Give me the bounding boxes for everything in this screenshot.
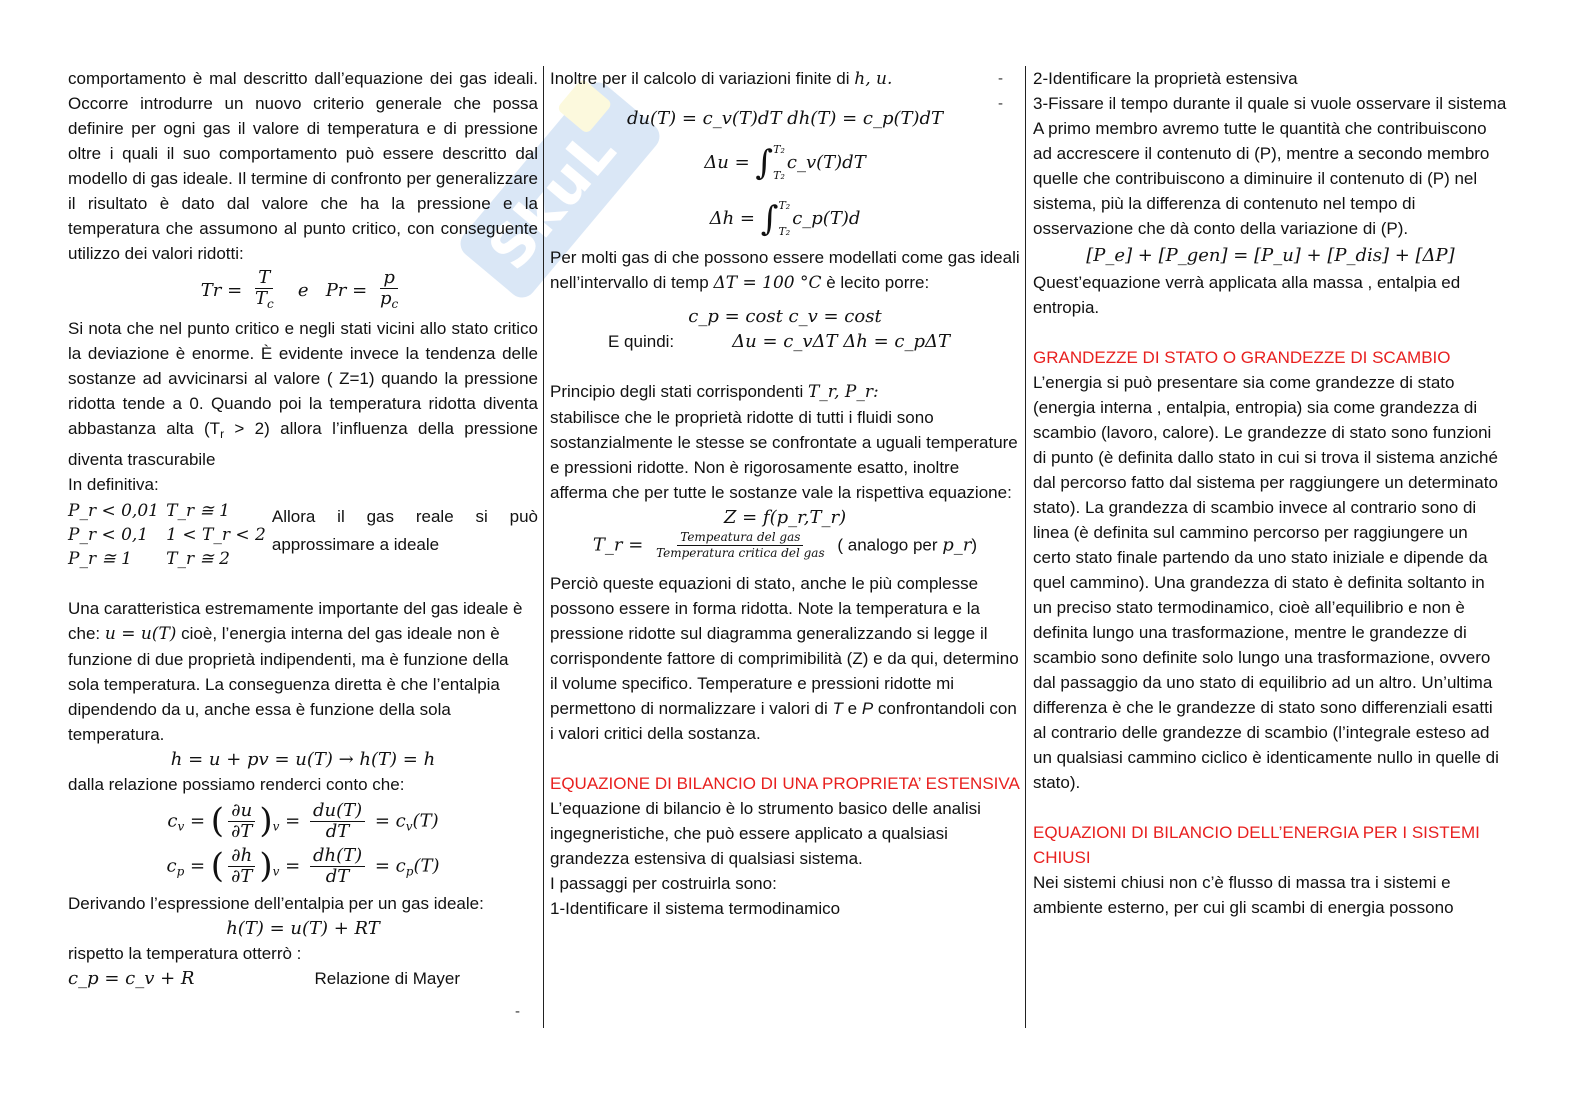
column-divider — [543, 66, 544, 1028]
equation-delta-h: Δh = ∫ T₂ T₂ c_p(T)d — [709, 199, 861, 239]
section-heading: EQUAZIONI DI BILANCIO DELL’ENERGIA PER I SISTEMI CHIUSI — [1033, 823, 1480, 867]
equation-reduced-values: Tr = $\frac{T}{T_c}$ e Pr = $\frac{p}{p_c}$ — [200, 267, 399, 311]
equation-constants: c_p = cost c_v = cost — [688, 306, 882, 327]
paragraph: I passaggi per costruirla sono: — [550, 874, 777, 893]
column-left — [68, 66, 538, 1036]
column-divider — [1025, 66, 1026, 1028]
paragraph: In definitiva: — [68, 475, 159, 494]
equation-delta-u: Δu = ∫ T₂ T₂ c_v(T)dT — [704, 143, 866, 183]
equation-mayer: c_p = c_v + R — [68, 968, 195, 989]
condition-tr: T_r ≅ 1 — [166, 501, 230, 521]
condition-pr: P_r < 0,01 — [68, 501, 159, 521]
conditions-note: Allora il gas reale si può approssimare a ideale — [271, 507, 538, 554]
paragraph: Principio degli stati corrispondenti T_r, P_r: — [550, 382, 879, 402]
paragraph: Quest’equazione verrà applicata alla massa , entalpia ed entropia. — [1033, 273, 1461, 317]
condition-tr: 1 < T_r < 2 — [166, 525, 266, 545]
equation-tr: T_r = $\frac{\text{Tempeatura del gas}}{\text{Temperatura critica del gas}}$ ( analogo per p_r) — [592, 530, 978, 560]
equation-balance: [P_e] + [P_gen] = [P_u] + [P_dis] + [ΔP] — [1086, 245, 1455, 266]
equation-differentials: du(T) = c_v(T)dT dh(T) = c_p(T)dT — [626, 108, 944, 129]
condition-pr: P_r ≅ 1 — [68, 549, 132, 569]
conditions-table — [68, 499, 538, 571]
column-right — [1033, 66, 1508, 1036]
column-middle — [550, 66, 1020, 1036]
section-heading: GRANDEZZE DI STATO O GRANDEZZE DI SCAMBIO — [1033, 348, 1451, 367]
paragraph: Si nota che nel punto critico e negli stati vicini allo stato critico la deviazione è enorme. È evidente invece la tendenza delle sostanze ad avvicinarsi al valore ( Z=1) quando la pressione ridotta tende a 0. Quando poi la temperatura ridotta diventa abbastanza alta $(T_r > 2)$ allora l’influenza della pressione diventa trascurabile — [68, 319, 539, 469]
paragraph: 3-Fissare il tempo durante il quale si vuole osservare il sistema — [1033, 94, 1507, 113]
paragraph: Nei sistemi chiusi non c’è flusso di massa tra i sistemi e ambiente esterno, per cui gli scambi di energia possono — [1033, 873, 1454, 917]
paragraph: L’equazione di bilancio è lo strumento basico delle analisi ingegneristiche, che può essere applicato a qualsiasi grandezza estensiva di qualsiasi sistema. — [550, 799, 981, 868]
paragraph: comportamento è mal descritto dall’equazione dei gas ideali. Occorre introdurre un nuovo criterio generale che possa definire per ogni gas il valore di temperatura e di pressione oltre i quali il suo comportamento può essere descritto dal modello di gas ideale. Il termine di confronto per generalizzare il risultato è dato dal valore che ha la pressione e la temperatura che assumono al punto critico, con conseguente utilizzo dei valori ridotti: — [68, 69, 538, 263]
paragraph: Derivando l’espressione dell’entalpia per un gas ideale: — [68, 894, 484, 913]
equation-quindi: Δu = c_vΔT Δh = c_pΔT — [732, 331, 950, 352]
equation-z: Z = f(p_r,T_r) — [723, 507, 847, 528]
separator-dash: - — [998, 70, 1003, 87]
paragraph: Una caratteristica estremamente importante del gas ideale è che: u = u(T) cioè, l’energia interna del gas ideale non è funzione di due proprietà indipendenti, ma è funzione della sola temperatura. La conseguenza diretta è che l’entalpia dipendendo da u, anche essa è funzione della sola temperatura. — [68, 599, 523, 744]
section-heading: EQUAZIONE DI BILANCIO DI UNA PROPRIETA’ ESTENSIVA — [550, 774, 1020, 793]
paragraph: Inoltre per il calcolo di variazioni finite di h, u. — [550, 69, 893, 89]
paragraph: Per molti gas di che possono essere modellati come gas ideali nell’intervallo di temp ΔT = 100 °C è lecito porre: — [550, 248, 1020, 293]
mayer-row — [68, 966, 538, 991]
paragraph: L’energia si può presentare sia come grandezze di stato (energia interna , entalpia, entropia) sia come grandezza di scambio (lavoro, calore). Le grandezze di stato sono funzioni di punto (è definita dallo stato in cui si trova il sistema anziché dal percorso fatto dal sistema per raggiungere un determinato stato). La grandezza di scambio invece al contrario sono di linea (è definita sul cammino percorso per raggiungere un certo stato finale partendo da uno stato iniziale e dipende da quel cammino). Una grandezza di stato è definita soltanto in un preciso stato termodinamico, cioè all’equilibrio e non è definita lungo una trasformazione, mentre le grandezze di scambio sono definite solo lungo una trasformazione, ovvero dal passaggio da uno stato di equilibrio ad un altro. Un’ultima differenza è che le grandezze di stato sono differenziali esatti al contrario delle grandezze di scambio (l’integrale esteso ad un qualsiasi cammino ciclico è identicamente nullo in quelle di stato). — [1033, 373, 1499, 792]
equation-enthalpy: h = u + pv = u(T) → h(T) = h — [170, 749, 436, 770]
separator-dash: - — [998, 95, 1003, 112]
equation-cv: $c_v$ = ( $\frac{\partial u}{\partial T}$ )$_v$ = $\frac{du(T)}{dT}$ = $c_v(T)$ — [167, 800, 439, 842]
paragraph: A primo membro avremo tutte le quantità che contribuiscono ad accrescere il contenuto di (P), mentre a secondo membro quelle che contribuiscono a diminuire il contenuto di (P) nel sistema, più la differenza di contenuto nel tempo di osservazione che dà conto della variazione di (P). — [1033, 119, 1490, 238]
paragraph: 1-Identificare il sistema termodinamico — [550, 899, 841, 918]
paragraph: Perciò queste equazioni di stato, anche le più complesse possono essere in forma ridotta. Note la temperatura e la pressione ridotte sul diagramma generalizzando si legge il corrispondente fattore di comprimibilità (Z) e da qui, determino il volume specifico. Temperature e pressioni ridotte mi permettono di normalizzare i valori di T e P confrontandoli con i valori critici della sostanza. — [550, 574, 1019, 743]
mayer-label: Relazione di Mayer — [314, 969, 460, 988]
quindi-label: E quindi: — [608, 332, 675, 351]
separator-dash: - — [515, 1003, 520, 1020]
equation-enthalpy-ideal: h(T) = u(T) + RT — [226, 918, 380, 939]
paragraph: dalla relazione possiamo renderci conto che: — [68, 775, 405, 794]
condition-tr: T_r ≅ 2 — [166, 549, 230, 569]
condition-pr: P_r < 0,1 — [68, 525, 149, 545]
svg-text:SkuL: SkuL — [474, 117, 629, 283]
equation-cp: $c_p$ = ( $\frac{\partial h}{\partial T}$ )$_v$ = $\frac{dh(T)}{dT}$ = $c_p(T)$ — [166, 845, 440, 887]
quindi-row — [550, 329, 1020, 354]
paragraph: stabilisce che le proprietà ridotte di tutti i fluidi sono sostanzialmente le stesse se confrontate a uguali temperature e pressioni ridotte. Non è rigorosamente esatto, inoltre afferma che per tutte le sostanze vale la rispettiva equazione: — [550, 408, 1018, 502]
paragraph: rispetto la temperatura otterrò : — [68, 944, 302, 963]
paragraph: 2-Identificare la proprietà estensiva — [1033, 69, 1298, 88]
